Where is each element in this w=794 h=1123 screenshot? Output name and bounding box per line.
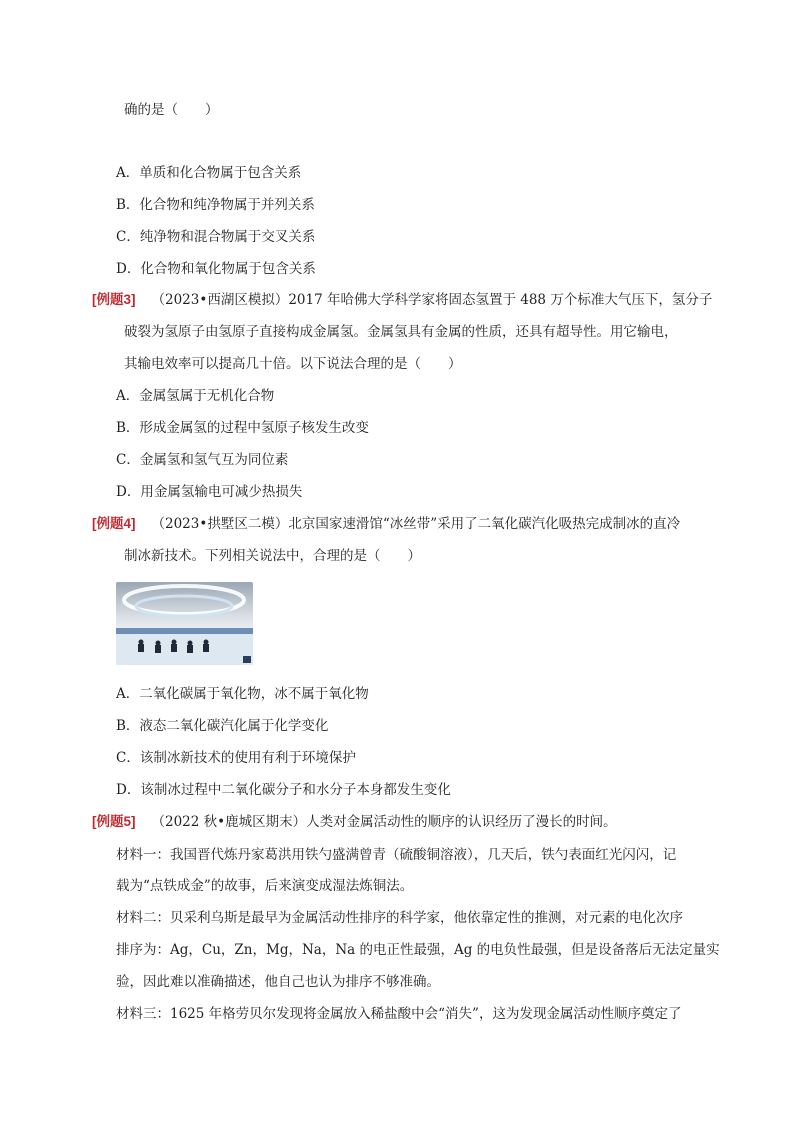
option-d: D．化合物和氧化物属于包含关系 (116, 261, 316, 277)
example-4-option-a: A．二氧化碳属于氧化物，冰不属于氧化物 (116, 686, 369, 702)
photo-illustration (116, 582, 253, 665)
option-c: C．纯净物和混合物属于交叉关系 (116, 229, 316, 245)
material-3-line-1: 材料三：1625 年格劳贝尔发现将金属放入稀盐酸中会“消失”，这为发现金属活动性顺序奠定了 (116, 1006, 682, 1022)
example-3-option-c: C．金属氢和氢气互为同位素 (116, 452, 289, 468)
example-3-option-d: D．用金属氢输电可减少热损失 (116, 484, 303, 500)
material-2-line-1: 材料二：贝采利乌斯是最早为金属活动性排序的科学家，他依靠定性的推测，对元素的电化次序 (116, 910, 683, 926)
example-3-tag: [例题3] (92, 292, 136, 307)
option-b: B．化合物和纯净物属于并列关系 (116, 197, 315, 213)
option-a: A．单质和化合物属于包含关系 (116, 165, 302, 181)
example-3-line-2: 破裂为氢原子由氢原子直接构成金属氢。金属氢具有金属的性质，还具有超导性。用它输电， (124, 324, 678, 340)
example-3-option-b: B．形成金属氢的过程中氢原子核发生改变 (116, 420, 369, 436)
example-3-line-3: 其输电效率可以提高几十倍。以下说法合理的是（ ） (124, 356, 462, 372)
example-5-tag: [例题5] (92, 814, 136, 829)
material-2-line-3: 验，因此难以准确描述，他自己也认为排序不够准确。 (116, 974, 440, 990)
example-4-option-b: B．液态二氧化碳汽化属于化学变化 (116, 718, 329, 734)
example-4-text: （2023•拱墅区二模）北京国家速滑馆“冰丝带”采用了二氧化碳汽化吸热完成制冰的直冷 (151, 516, 681, 532)
example-4-line-1 (92, 514, 680, 534)
example-3-option-a: A．金属氢属于无机化合物 (116, 388, 275, 404)
example-4-line-2: 制冰新技术。下列相关说法中，合理的是（ ） (124, 548, 421, 564)
example-4-option-d: D．该制冰过程中二氧化碳分子和水分子本身都发生变化 (116, 782, 451, 798)
example-5-text: （2022 秋•鹿城区期末）人类对金属活动性的顺序的认识经历了漫长的时间。 (151, 814, 617, 830)
question-stem-end: 确的是（ ） (124, 102, 219, 118)
material-2-line-2: 排序为：Ag，Cu，Zn，Mg，Na，Na 的电正性最强，Ag 的电负性最强，但是设备落后无法定量实 (116, 942, 720, 958)
example-4-option-c: C．该制冰新技术的使用有利于环境保护 (116, 750, 356, 766)
example-3-text: （2023•西湖区模拟）2017 年哈佛大学科学家将固态氢置于 488 万个标准大气压下，氢分子 (151, 292, 713, 308)
speed-skating-oval-photo (116, 582, 253, 665)
material-1-line-2: 载为“点铁成金”的故事，后来演变成湿法炼铜法。 (116, 878, 414, 894)
example-3-line-1 (92, 290, 712, 310)
example-5-line-1 (92, 812, 617, 832)
example-4-tag: [例题4] (92, 516, 136, 531)
material-1-line-1: 材料一：我国晋代炼丹家葛洪用铁勺盛满曾青（硫酸铜溶液），几天后，铁勺表面红光闪闪，记 (116, 847, 677, 863)
